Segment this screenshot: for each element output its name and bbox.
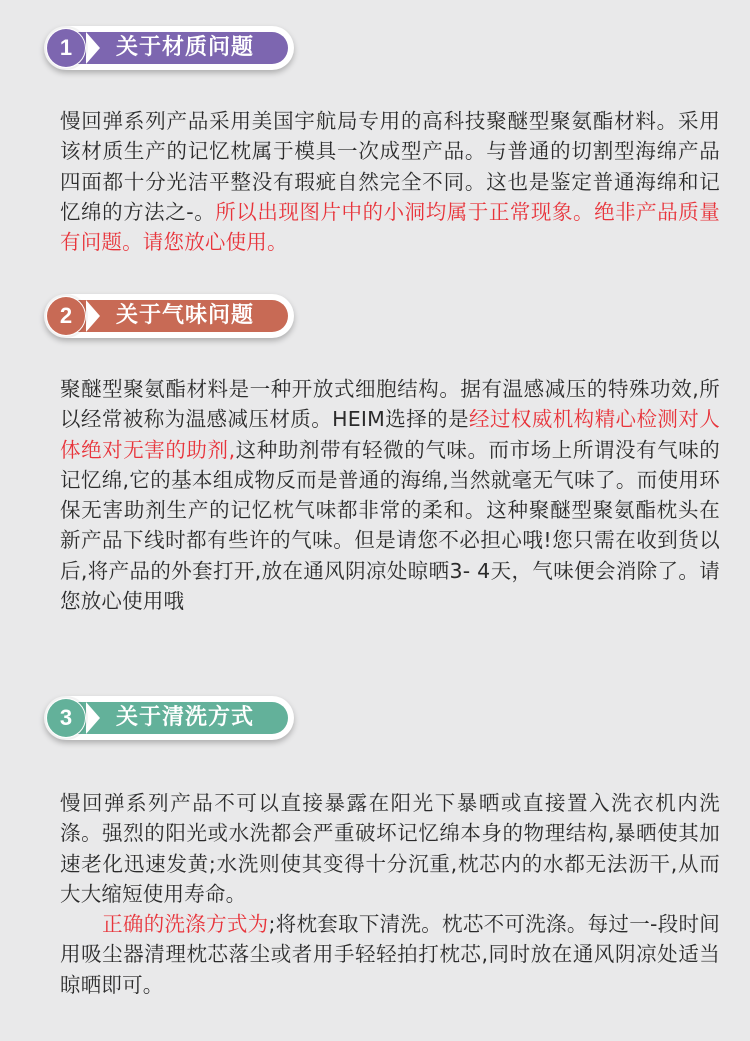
section-title: 关于气味问题: [116, 303, 255, 328]
section-number: 2: [47, 297, 85, 335]
section-header-cleaning: [44, 696, 294, 740]
number-circle: [46, 28, 86, 68]
section-header-material: [44, 26, 294, 70]
arrow-shape: [86, 702, 100, 734]
section-paragraph: [60, 374, 720, 616]
highlighted-text: 所以出现图片中的小洞均属于正常现象。绝非产品质量有问题。请您放心使用。: [60, 199, 720, 255]
section-header-odor: [44, 294, 294, 338]
paragraph-text: ;将枕套取下清洗。枕芯不可洗涤。每过一-段时间用吸尘器清理枕芯落尘或者用手轻轻拍打枕芯,同时放在通风阴凉处适当晾晒即可。: [60, 912, 720, 997]
section-number: 1: [47, 29, 85, 67]
arrow-shape: [86, 32, 100, 64]
highlighted-text: 经过权威机构精心检测对人体绝对无害的助剂,: [60, 407, 720, 462]
paragraph-text: 这种助剂带有轻微的气味。而市场上所谓没有气味的记忆绵,它的基本组成物反而是普通的海绵,当然就毫无气味了。而使用环保无害助剂生产的记忆枕气味都非常的柔和。这种聚醚型聚氨酯枕头在新产品下线时都有些许的气味。但是请您不必担心哦!您只需在收到货以后,将产品的外套打开,放在通风阴凉处晾晒3- 4天，气味便会消除了。请您放心使用哦: [60, 437, 720, 614]
section-number: 3: [47, 699, 85, 737]
highlighted-text: 正确的洗涤方式为: [102, 912, 269, 937]
section-paragraph: [60, 106, 720, 257]
paragraph-text: 慢回弹系列产品不可以直接暴露在阳光下暴晒或直接置入洗衣机内洗涤。强烈的阳光或水洗都会严重破坏记忆绵本身的物理结构,暴晒使其加速老化迅速发黄;水洗则使其变得十分沉重,枕芯内的水都无法沥干,从而大大缩短使用寿命。: [60, 791, 720, 906]
arrow-shape: [86, 300, 100, 332]
section-paragraph: [60, 788, 720, 1000]
section-title: 关于材质问题: [116, 35, 255, 60]
section-title: 关于清洗方式: [116, 705, 255, 730]
paragraph-text: 慢回弹系列产品采用美国宇航局专用的高科技聚醚型聚氨酯材料。采用该材质生产的记忆枕属于模具一次成型产品。与普通的切割型海绵产品四面都十分光洁平整没有瑕疵自然完全不同。这也是鉴定普通海绵和记忆绵的方法之-。: [60, 109, 720, 224]
paragraph-text: 聚醚型聚氨酯材料是一种开放式细胞结构。据有温感减压的特殊功效,所以经常被称为温感减压材质。HEIM选择的是: [60, 377, 720, 432]
number-circle: [46, 296, 86, 336]
number-circle: [46, 698, 86, 738]
